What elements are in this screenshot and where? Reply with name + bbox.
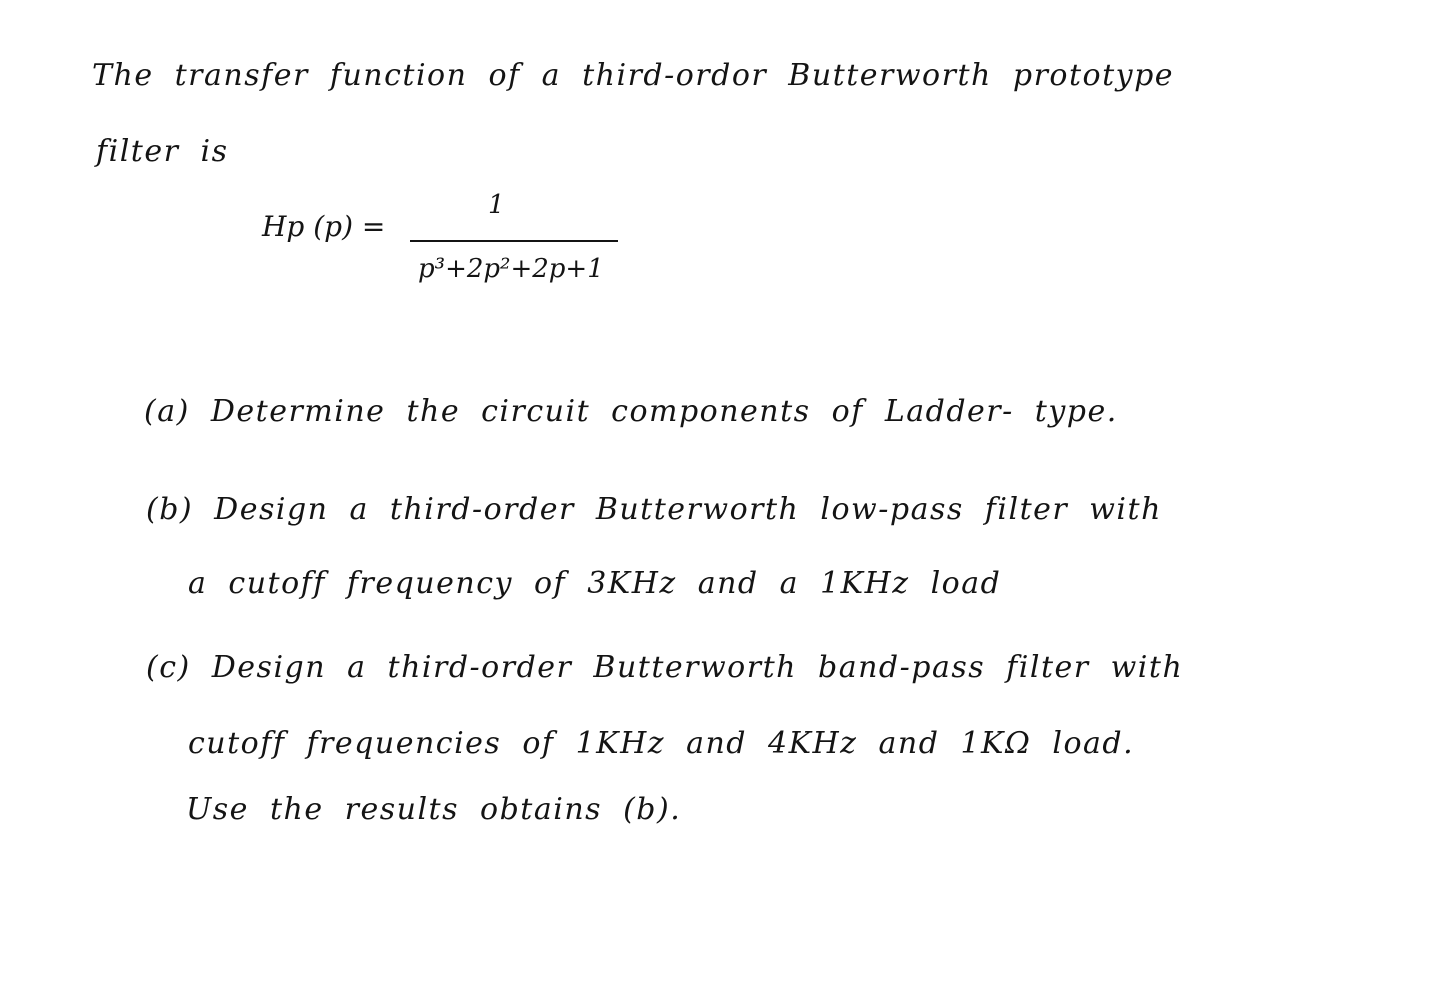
part-c-line-3: Use the results obtains (b). [186,792,682,827]
part-b-line-2: a cutoff frequency of 3KHz and a 1KHz load [188,566,1002,601]
part-c-line-2: cutoff frequencies of 1KHz and 4KHz and 1KΩ load. [188,726,1135,761]
intro-line-2: filter is [96,134,229,169]
part-c-line-1: (c) Design a third-order Butterworth band-pass filter with [146,650,1184,685]
part-a-line-1: (a) Determine the circuit components of Ladder- type. [144,394,1118,429]
part-b-line-1: (b) Design a third-order Butterworth low-pass filter with [146,492,1162,527]
equation-denominator: p³+2p²+2p+1 [418,254,604,284]
equation-lhs: Hp (p) = [262,210,386,243]
intro-line-1: The transfer function of a third-ordor Butterworth prototype [92,58,1175,93]
equation-numerator: 1 [488,190,505,220]
fraction-bar [410,240,618,242]
transfer-function-equation [258,190,638,300]
